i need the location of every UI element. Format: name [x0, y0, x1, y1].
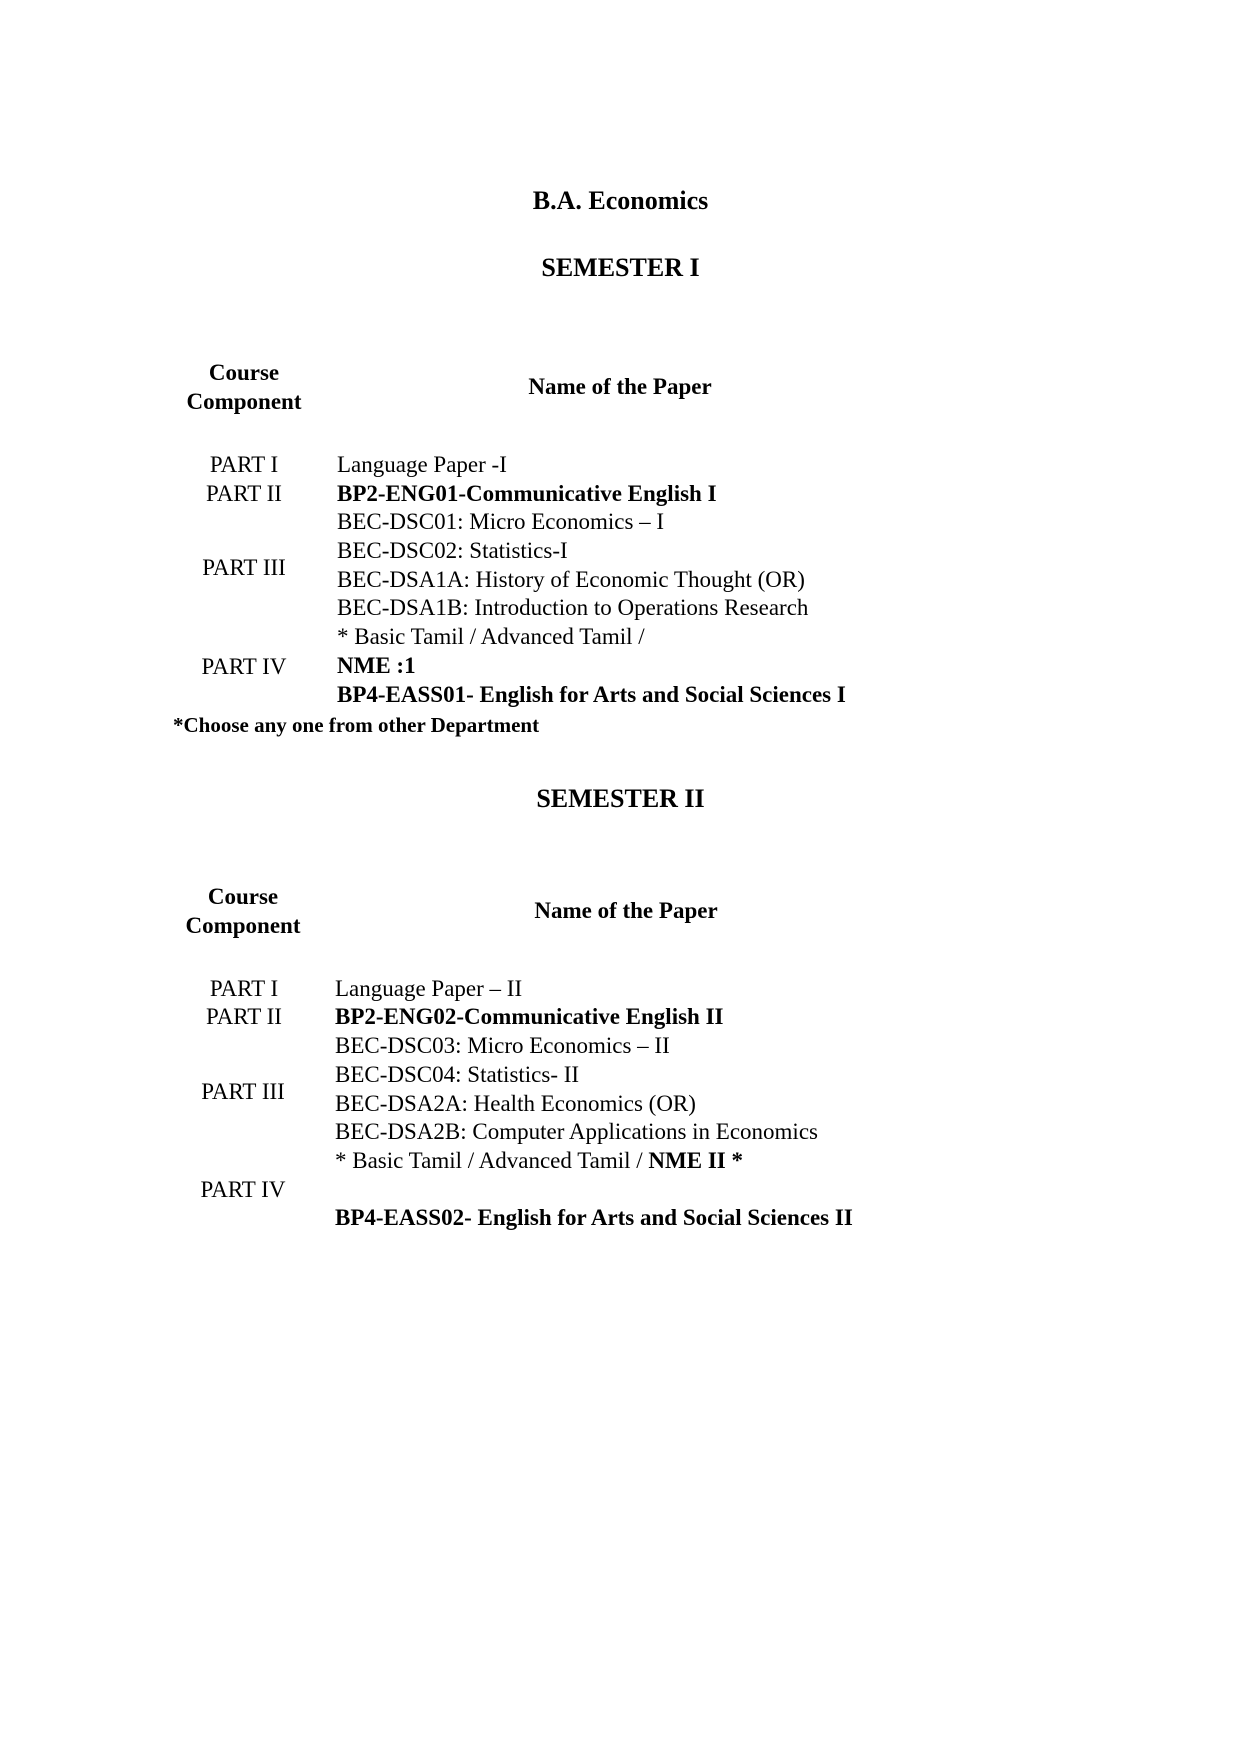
- semester-1-paper-row: BEC-DSA1B: Introduction to Operations Research: [337, 595, 809, 620]
- semester-1-part-iv: PART IV: [201, 654, 287, 679]
- document-title: B.A. Economics: [532, 186, 709, 215]
- semester-2-nme-label: NME II *: [648, 1148, 743, 1173]
- semester-2-paper-row: BEC-DSC03: Micro Economics – II: [335, 1033, 670, 1058]
- semester-1-part-iii: PART III: [202, 555, 286, 580]
- semester-2-paper-row: BEC-DSA2B: Computer Applications in Economics: [335, 1119, 818, 1144]
- semester-1-part-i: PART I: [209, 452, 279, 477]
- course-header-line-2: Component: [185, 913, 301, 938]
- semester-2-name-of-paper-header: Name of the Paper: [534, 898, 718, 923]
- course-header-line-1: Course: [208, 360, 280, 385]
- semester-1-paper-row: BP4-EASS01- English for Arts and Social Sciences I: [337, 682, 846, 707]
- semester-1-paper-row: BEC-DSA1A: History of Economic Thought (OR): [337, 567, 805, 592]
- semester-2-paper-row: Language Paper – II: [335, 976, 523, 1001]
- semester-2-paper-row: BP2-ENG02-Communicative English II: [335, 1004, 724, 1029]
- semester-2-paper-row: [335, 1146, 743, 1175]
- semester-2-part-iii: PART III: [201, 1079, 285, 1104]
- semester-1-paper-row: Language Paper -I: [337, 452, 507, 477]
- semester-1-name-of-paper-header: Name of the Paper: [528, 374, 712, 399]
- semester-2-row-text: * Basic Tamil / Advanced Tamil /: [335, 1148, 649, 1173]
- semester-2-part-ii: PART II: [206, 1004, 282, 1029]
- course-header-line-1: Course: [207, 884, 279, 909]
- semester-2-part-iv: PART IV: [200, 1177, 286, 1202]
- semester-1-paper-row: BP2-ENG01-Communicative English I: [337, 481, 717, 506]
- semester-1-heading: SEMESTER I: [541, 253, 700, 282]
- semester-1-course-component-header: [144, 358, 344, 416]
- semester-1-paper-row: BEC-DSC01: Micro Economics – I: [337, 509, 665, 534]
- semester-2-part-i: PART I: [209, 976, 279, 1001]
- semester-2-paper-row: BEC-DSA2A: Health Economics (OR): [335, 1091, 696, 1116]
- semester-2-paper-row: BP4-EASS02- English for Arts and Social Sciences II: [335, 1205, 853, 1230]
- semester-1-footnote: *Choose any one from other Department: [173, 713, 540, 737]
- semester-1-paper-row: NME :1: [337, 653, 416, 678]
- semester-2-heading: SEMESTER II: [536, 784, 705, 813]
- semester-2-course-component-header: [143, 882, 343, 940]
- semester-1-paper-row: BEC-DSC02: Statistics-I: [337, 538, 568, 563]
- semester-2-paper-row: BEC-DSC04: Statistics- II: [335, 1062, 580, 1087]
- semester-1-paper-row: * Basic Tamil / Advanced Tamil /: [337, 624, 645, 649]
- semester-1-part-ii: PART II: [206, 481, 282, 506]
- course-header-line-2: Component: [186, 389, 302, 414]
